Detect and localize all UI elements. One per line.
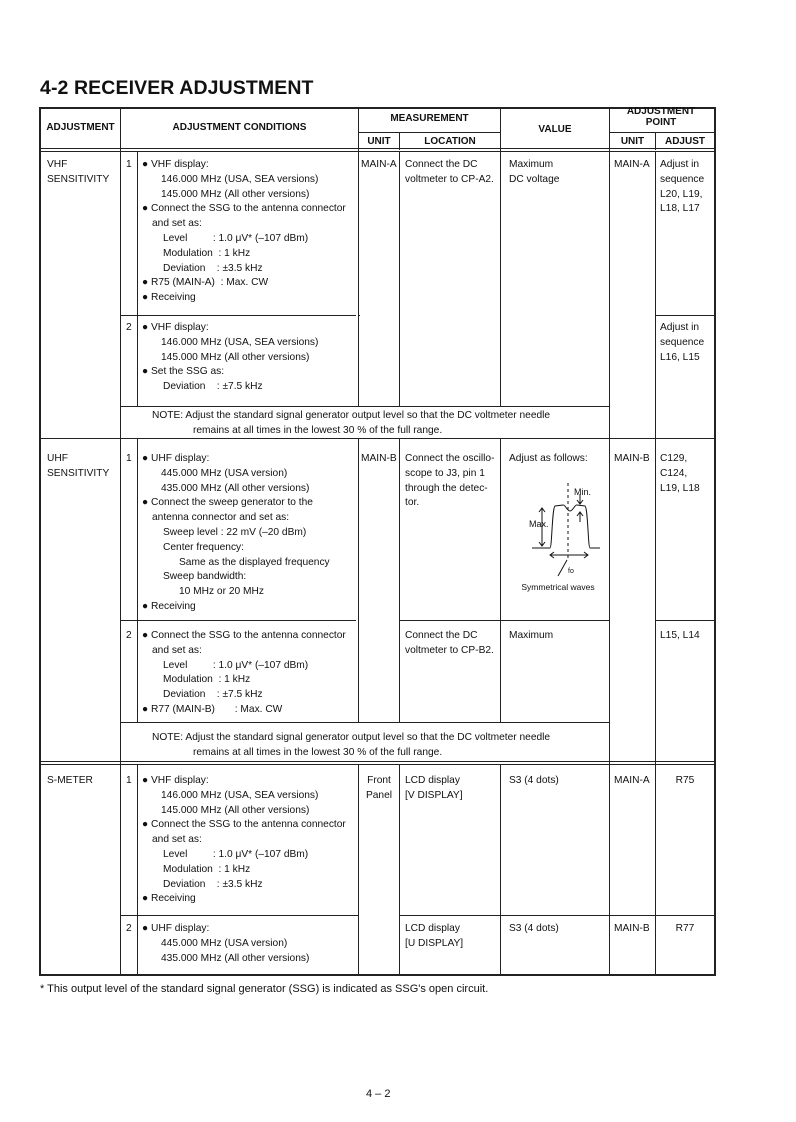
header-adjustment-point: ADJUSTMENT POINT: [626, 106, 696, 128]
header-value: VALUE: [538, 124, 572, 135]
header-conditions: ADJUSTMENT CONDITIONS: [172, 122, 307, 133]
measure-unit: MAIN-B: [361, 453, 397, 464]
measure-value: Maximum: [509, 630, 554, 641]
step-number: 1: [126, 775, 132, 786]
step-number: 2: [126, 923, 132, 934]
measure-value: Maximum DC voltage: [509, 159, 560, 185]
measure-unit: Front Panel: [365, 775, 393, 801]
diagram-caption: Symmetrical waves: [521, 582, 595, 592]
adjust-point-adjust: R77: [675, 923, 695, 934]
conditions-uhf-1: ● UHF display: 445.000 MHz (USA version) 435.000 MHz (All other versions) ● Connect the sweep generator to the antenna connector and set as: Sweep level : 22 mV (–20 dBm) Center frequency: Same as the displayed frequency Sweep bandwidth: 10 MHz or 20 MHz ● Receiving: [142, 453, 330, 612]
measure-value: Adjust as follows:: [509, 453, 588, 464]
header-measurement: MEASUREMENT: [390, 113, 469, 124]
footnote: * This output level of the standard signal generator (SSG) is indicated as SSG's open circuit.: [40, 983, 489, 995]
adjust-point-unit: MAIN-A: [614, 159, 650, 170]
header-location: LOCATION: [424, 136, 476, 147]
page-number: 4 – 2: [366, 1088, 391, 1100]
diagram-min-label: Min.: [574, 487, 592, 497]
page-title: 4-2 RECEIVER ADJUSTMENT: [40, 77, 314, 99]
adjust-point-adjust: L15, L14: [660, 630, 700, 641]
step-number: 2: [126, 322, 132, 333]
diagram-max-label: Max.: [529, 519, 549, 529]
measure-unit: MAIN-A: [361, 159, 397, 170]
measure-location: LCD display [U DISPLAY]: [405, 923, 464, 949]
adjust-point-adjust: Adjust in sequence L16, L15: [660, 322, 705, 363]
conditions-vhf-2: ● VHF display: 146.000 MHz (USA, SEA versions) 145.000 MHz (All other versions) ● Set the SSG as: Deviation : ±7.5 kHz: [142, 322, 319, 393]
header-ap-adjust: ADJUST: [664, 136, 705, 147]
measure-value: S3 (4 dots): [509, 775, 559, 786]
section-s-meter: S-METER: [47, 775, 93, 786]
adjust-point-unit: MAIN-B: [614, 923, 650, 934]
step-number: 2: [126, 630, 132, 641]
adjust-point-adjust: R75: [675, 775, 695, 786]
header-adjustment: ADJUSTMENT: [46, 122, 115, 133]
note-vhf: NOTE: Adjust the standard signal generator output level so that the DC voltmeter needle remains at all times in the lowest 30 % of the full range.: [152, 410, 551, 436]
measure-location: Connect the DC voltmeter to CP-B2.: [405, 630, 494, 656]
conditions-uhf-2: ● Connect the SSG to the antenna connector and set as: Level : 1.0 μV* (–107 dBm) Modulation : 1 kHz Deviation : ±7.5 kHz ● R77 (MAIN-B) : Max. CW: [142, 630, 346, 715]
step-number: 1: [126, 159, 132, 170]
measure-location: Connect the oscillo- scope to J3, pin 1 through the detec- tor.: [405, 453, 495, 509]
section-uhf-sensitivity: UHF SENSITIVITY: [47, 453, 110, 479]
adjust-point-unit: MAIN-B: [614, 453, 650, 464]
header-unit: UNIT: [367, 136, 391, 147]
conditions-smeter-1: ● VHF display: 146.000 MHz (USA, SEA versions) 145.000 MHz (All other versions) ● Connect the SSG to the antenna connector and set as: Level : 1.0 μV* (–107 dBm) Modulation : 1 kHz Deviation : ±3.5 kHz ● Receiving: [142, 775, 346, 905]
diagram-fo-label: fo: [568, 568, 574, 575]
step-number: 1: [126, 453, 132, 464]
measure-location: Connect the DC voltmeter to CP-A2.: [405, 159, 494, 185]
adjust-point-adjust: Adjust in sequence L20, L19, L18, L17: [660, 159, 705, 215]
note-uhf: NOTE: Adjust the standard signal generator output level so that the DC voltmeter needle remains at all times in the lowest 30 % of the full range.: [152, 732, 551, 758]
section-vhf-sensitivity: VHF SENSITIVITY: [47, 159, 110, 185]
waveform-diagram: [510, 478, 606, 596]
header-ap-unit: UNIT: [620, 136, 645, 147]
adjust-point-adjust: C129, C124, L19, L18: [660, 453, 700, 494]
conditions-vhf-1: ● VHF display: 146.000 MHz (USA, SEA versions) 145.000 MHz (All other versions) ● Connect the SSG to the antenna connector and set as: Level : 1.0 μV* (–107 dBm) Modulation : 1 kHz Deviation : ±3.5 kHz ● R75 (MAIN-A) : Max. CW ● Receiving: [142, 159, 346, 304]
conditions-smeter-2: ● UHF display: 445.000 MHz (USA version) 435.000 MHz (All other versions): [142, 923, 310, 964]
measure-location: LCD display [V DISPLAY]: [405, 775, 463, 801]
adjust-point-unit: MAIN-A: [614, 775, 650, 786]
measure-value: S3 (4 dots): [509, 923, 559, 934]
